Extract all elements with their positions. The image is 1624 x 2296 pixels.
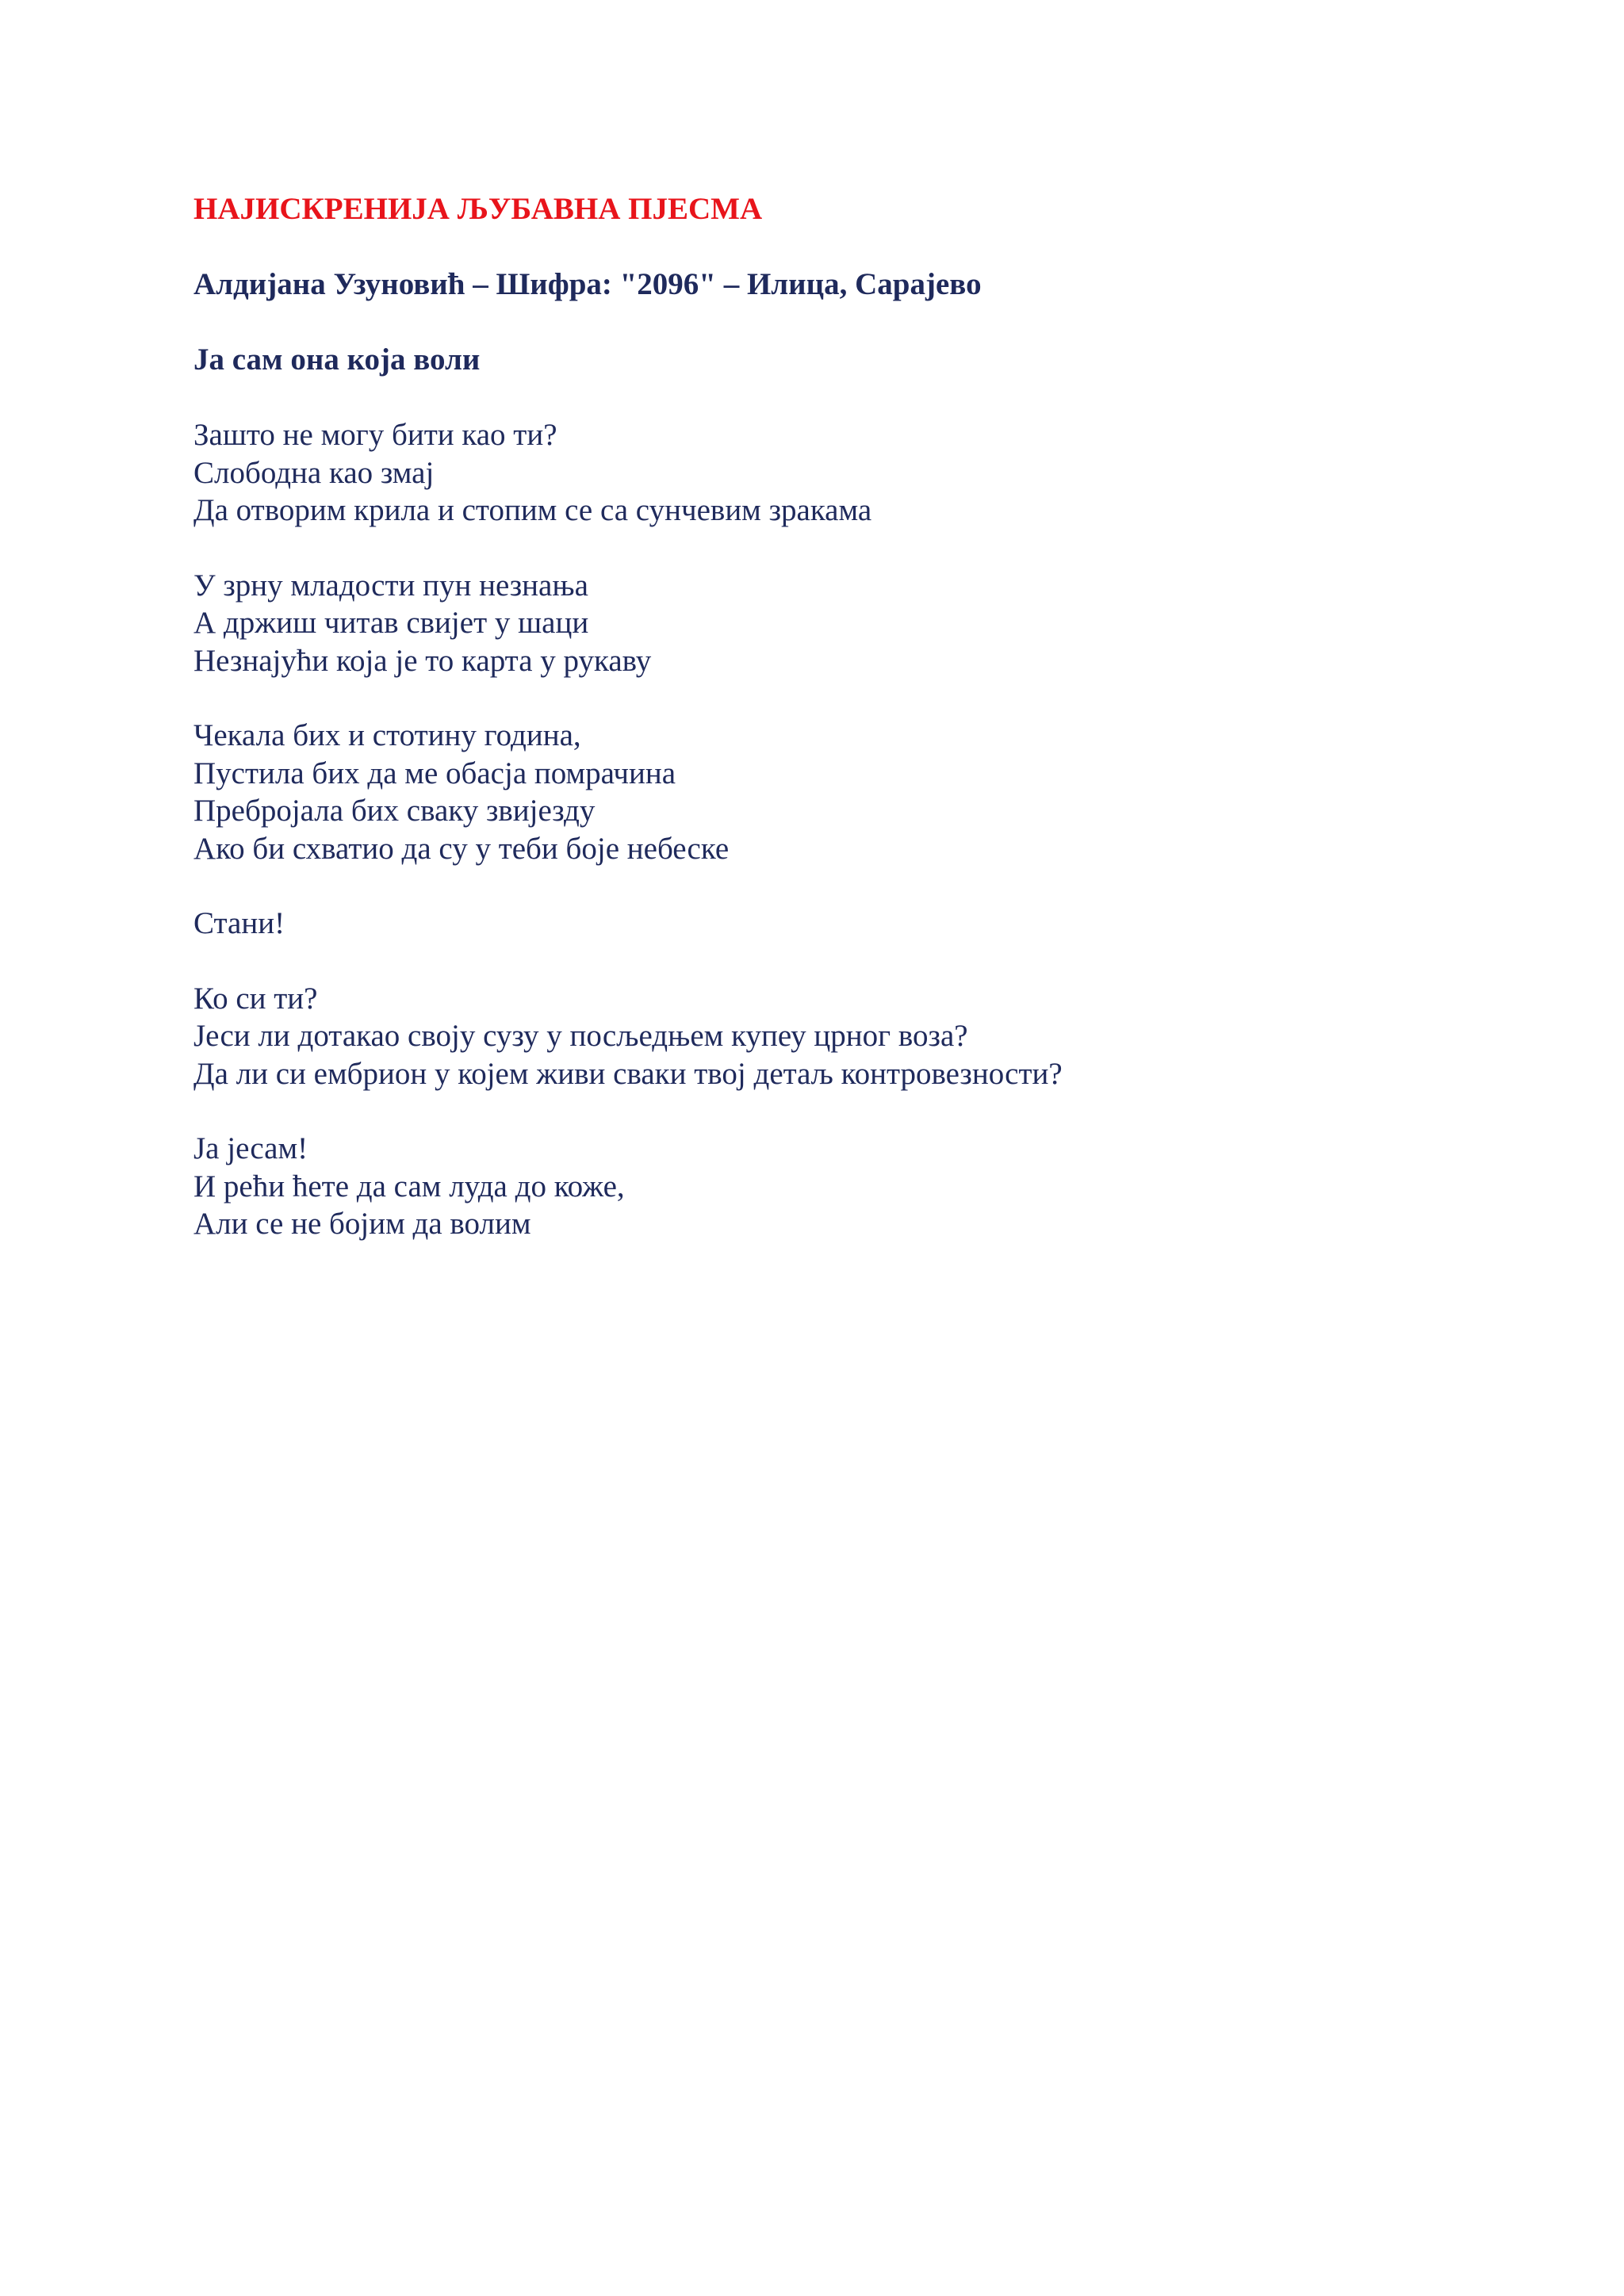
poem-line: Да отворим крила и стопим се са сунчевим зракама (193, 493, 872, 527)
poem-line: Ко си ти? (193, 981, 318, 1016)
poem-line: Стани! (193, 906, 285, 940)
poem-line: Јеси ли дотакао своју сузу у посљедњем купеу црног воза? (193, 1019, 968, 1053)
document-title: НАЈИСКРЕНИЈА ЉУБАВНА ПЈЕСМА (193, 192, 763, 226)
poem-line: Зашто не могу бити као ти? (193, 418, 557, 452)
document-body (193, 190, 1542, 1280)
poem-title: Ја сам она која воли (193, 342, 481, 377)
author-line: Алдијана Узуновић – Шифра: "2096" – Илица, Сарајево (193, 267, 982, 301)
stanza-3 (193, 717, 1542, 867)
stanza-5 (193, 980, 1542, 1093)
poem-line: Пребројала бих сваку звијезду (193, 794, 596, 828)
stanza-2 (193, 567, 1542, 680)
stanza-1 (193, 416, 1542, 530)
poem-line: А држиш читав свијет у шаци (193, 606, 589, 640)
poem-line: Чекала бих и стотину година, (193, 718, 581, 752)
poem-line: Незнајући која је то карта у рукаву (193, 643, 652, 678)
poem-line: И рећи ћете да сам луда до коже, (193, 1169, 625, 1203)
poem-line: Да ли си ембрион у којем живи сваки твој детаљ контровезности? (193, 1056, 1063, 1091)
poem-line: Ако би схватио да су у теби боје небеске (193, 831, 730, 866)
poem-line: Пустила бих да ме обасја помрачина (193, 756, 676, 790)
poem-line: Слободна као змај (193, 455, 435, 490)
stanza-6 (193, 1130, 1542, 1243)
poem-line: Али се не бојим да волим (193, 1207, 531, 1241)
stanza-4 (193, 905, 1542, 943)
poem-line: Ја јесам! (193, 1131, 308, 1165)
poem-line: У зрну младости пун незнања (193, 568, 588, 603)
